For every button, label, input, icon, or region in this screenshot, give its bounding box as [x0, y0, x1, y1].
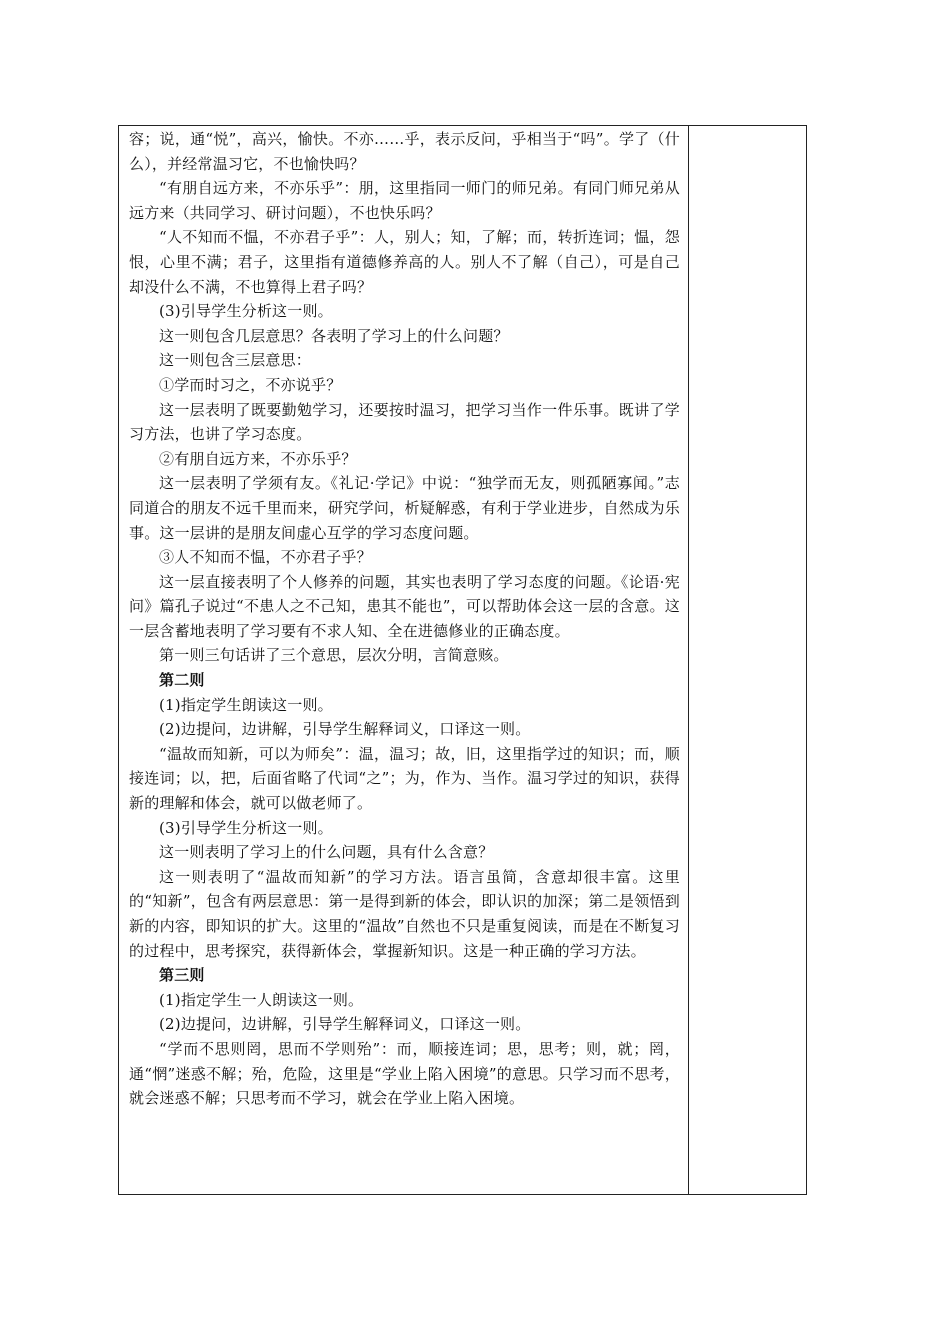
paragraph: 这一则表明了“温故而知新”的学习方法。语言虽简，含意却很丰富。这里的“知新”，包含有两层意思：第一是得到新的体会，即认识的加深；第二是领悟到新的内容，即知识的扩大。这里的“温故”自然也不只是重复阅读，而是在不断复习的过程中，思考探究，获得新体会，掌握新知识。这是一种正确的学习方法。 — [129, 867, 680, 960]
lesson-content-cell — [119, 126, 689, 1194]
section-heading: 第二则 — [159, 671, 205, 690]
paragraph: 这一则表明了学习上的什么问题，具有什么含意？ — [159, 843, 494, 862]
lesson-table — [118, 125, 807, 1195]
paragraph: “学而不思则罔，思而不学则殆”：而，顺接连词；思，思考；则，就；罔，通“惘”迷惑不解；殆，危险，这里是“学业上陷入困境”的意思。只学习而不思考，就会迷惑不解；只思考而不学习，就会在学业上陷入困境。 — [129, 1039, 680, 1108]
paragraph: (1)指定学生朗读这一则。 — [159, 695, 333, 714]
notes-cell — [689, 126, 806, 1194]
paragraph: (2)边提问，边讲解，引导学生解释词义，口译这一则。 — [159, 1015, 531, 1034]
paragraph: 第一则三句话讲了三个意思，层次分明，言简意赅。 — [159, 646, 509, 665]
paragraph: 这一层直接表明了个人修养的问题，其实也表明了学习态度的问题。《论语·宪问》篇孔子说过“不患人之不己知，患其不能也”，可以帮助体会这一层的含意。这一层含蓄地表明了学习要有不求人知、全在进德修业的正确态度。 — [129, 572, 680, 640]
paragraph: 容；说，通“悦”，高兴，愉快。不亦……乎，表示反问，乎相当于“吗”。学了（什么），并经常温习它，不也愉快吗？ — [129, 130, 680, 173]
paragraph: 这一则包含三层意思： — [159, 351, 312, 370]
paragraph: (3)引导学生分析这一则。 — [159, 818, 333, 837]
paragraph: “有朋自远方来，不亦乐乎”：朋，这里指同一师门的师兄弟。有同门师兄弟从远方来（共同学习、研讨问题），不也快乐吗？ — [129, 179, 680, 222]
section-heading: 第三则 — [159, 966, 205, 985]
paragraph: 这一则包含几层意思？各表明了学习上的什么问题？ — [159, 326, 509, 345]
paragraph: “人不知而不愠，不亦君子乎”：人，别人；知，了解；而，转折连词；愠，怨恨，心里不满；君子，这里指有道德修养高的人。别人不了解（自己），可是自己却没什么不满，不也算得上君子吗？ — [129, 228, 680, 296]
paragraph: 这一层表明了学须有友。《礼记·学记》中说：“独学而无友，则孤陋寡闻。”志同道合的朋友不远千里而来，研究学问，析疑解惑，有利于学业进步，自然成为乐事。这一层讲的是朋友间虚心互学的学习态度问题。 — [129, 474, 680, 542]
paragraph: (1)指定学生一人朗读这一则。 — [159, 990, 364, 1009]
paragraph: ②有朋自远方来，不亦乐乎？ — [159, 449, 357, 468]
paragraph: ③人不知而不愠，不亦君子乎？ — [159, 548, 372, 567]
paragraph: “温故而知新，可以为师矣”：温，温习；故，旧，这里指学过的知识；而，顺接连词；以，把，后面省略了代词“之”；为，作为、当作。温习学过的知识，获得新的理解和体会，就可以做老师了。 — [129, 744, 680, 813]
paragraph: 这一层表明了既要勤勉学习，还要按时温习，把学习当作一件乐事。既讲了学习方法，也讲了学习态度。 — [129, 400, 680, 444]
paragraph: (2)边提问，边讲解，引导学生解释词义，口译这一则。 — [159, 720, 531, 739]
paragraph: (3)引导学生分析这一则。 — [159, 302, 333, 321]
paragraph: ①学而时习之，不亦说乎？ — [159, 375, 342, 394]
